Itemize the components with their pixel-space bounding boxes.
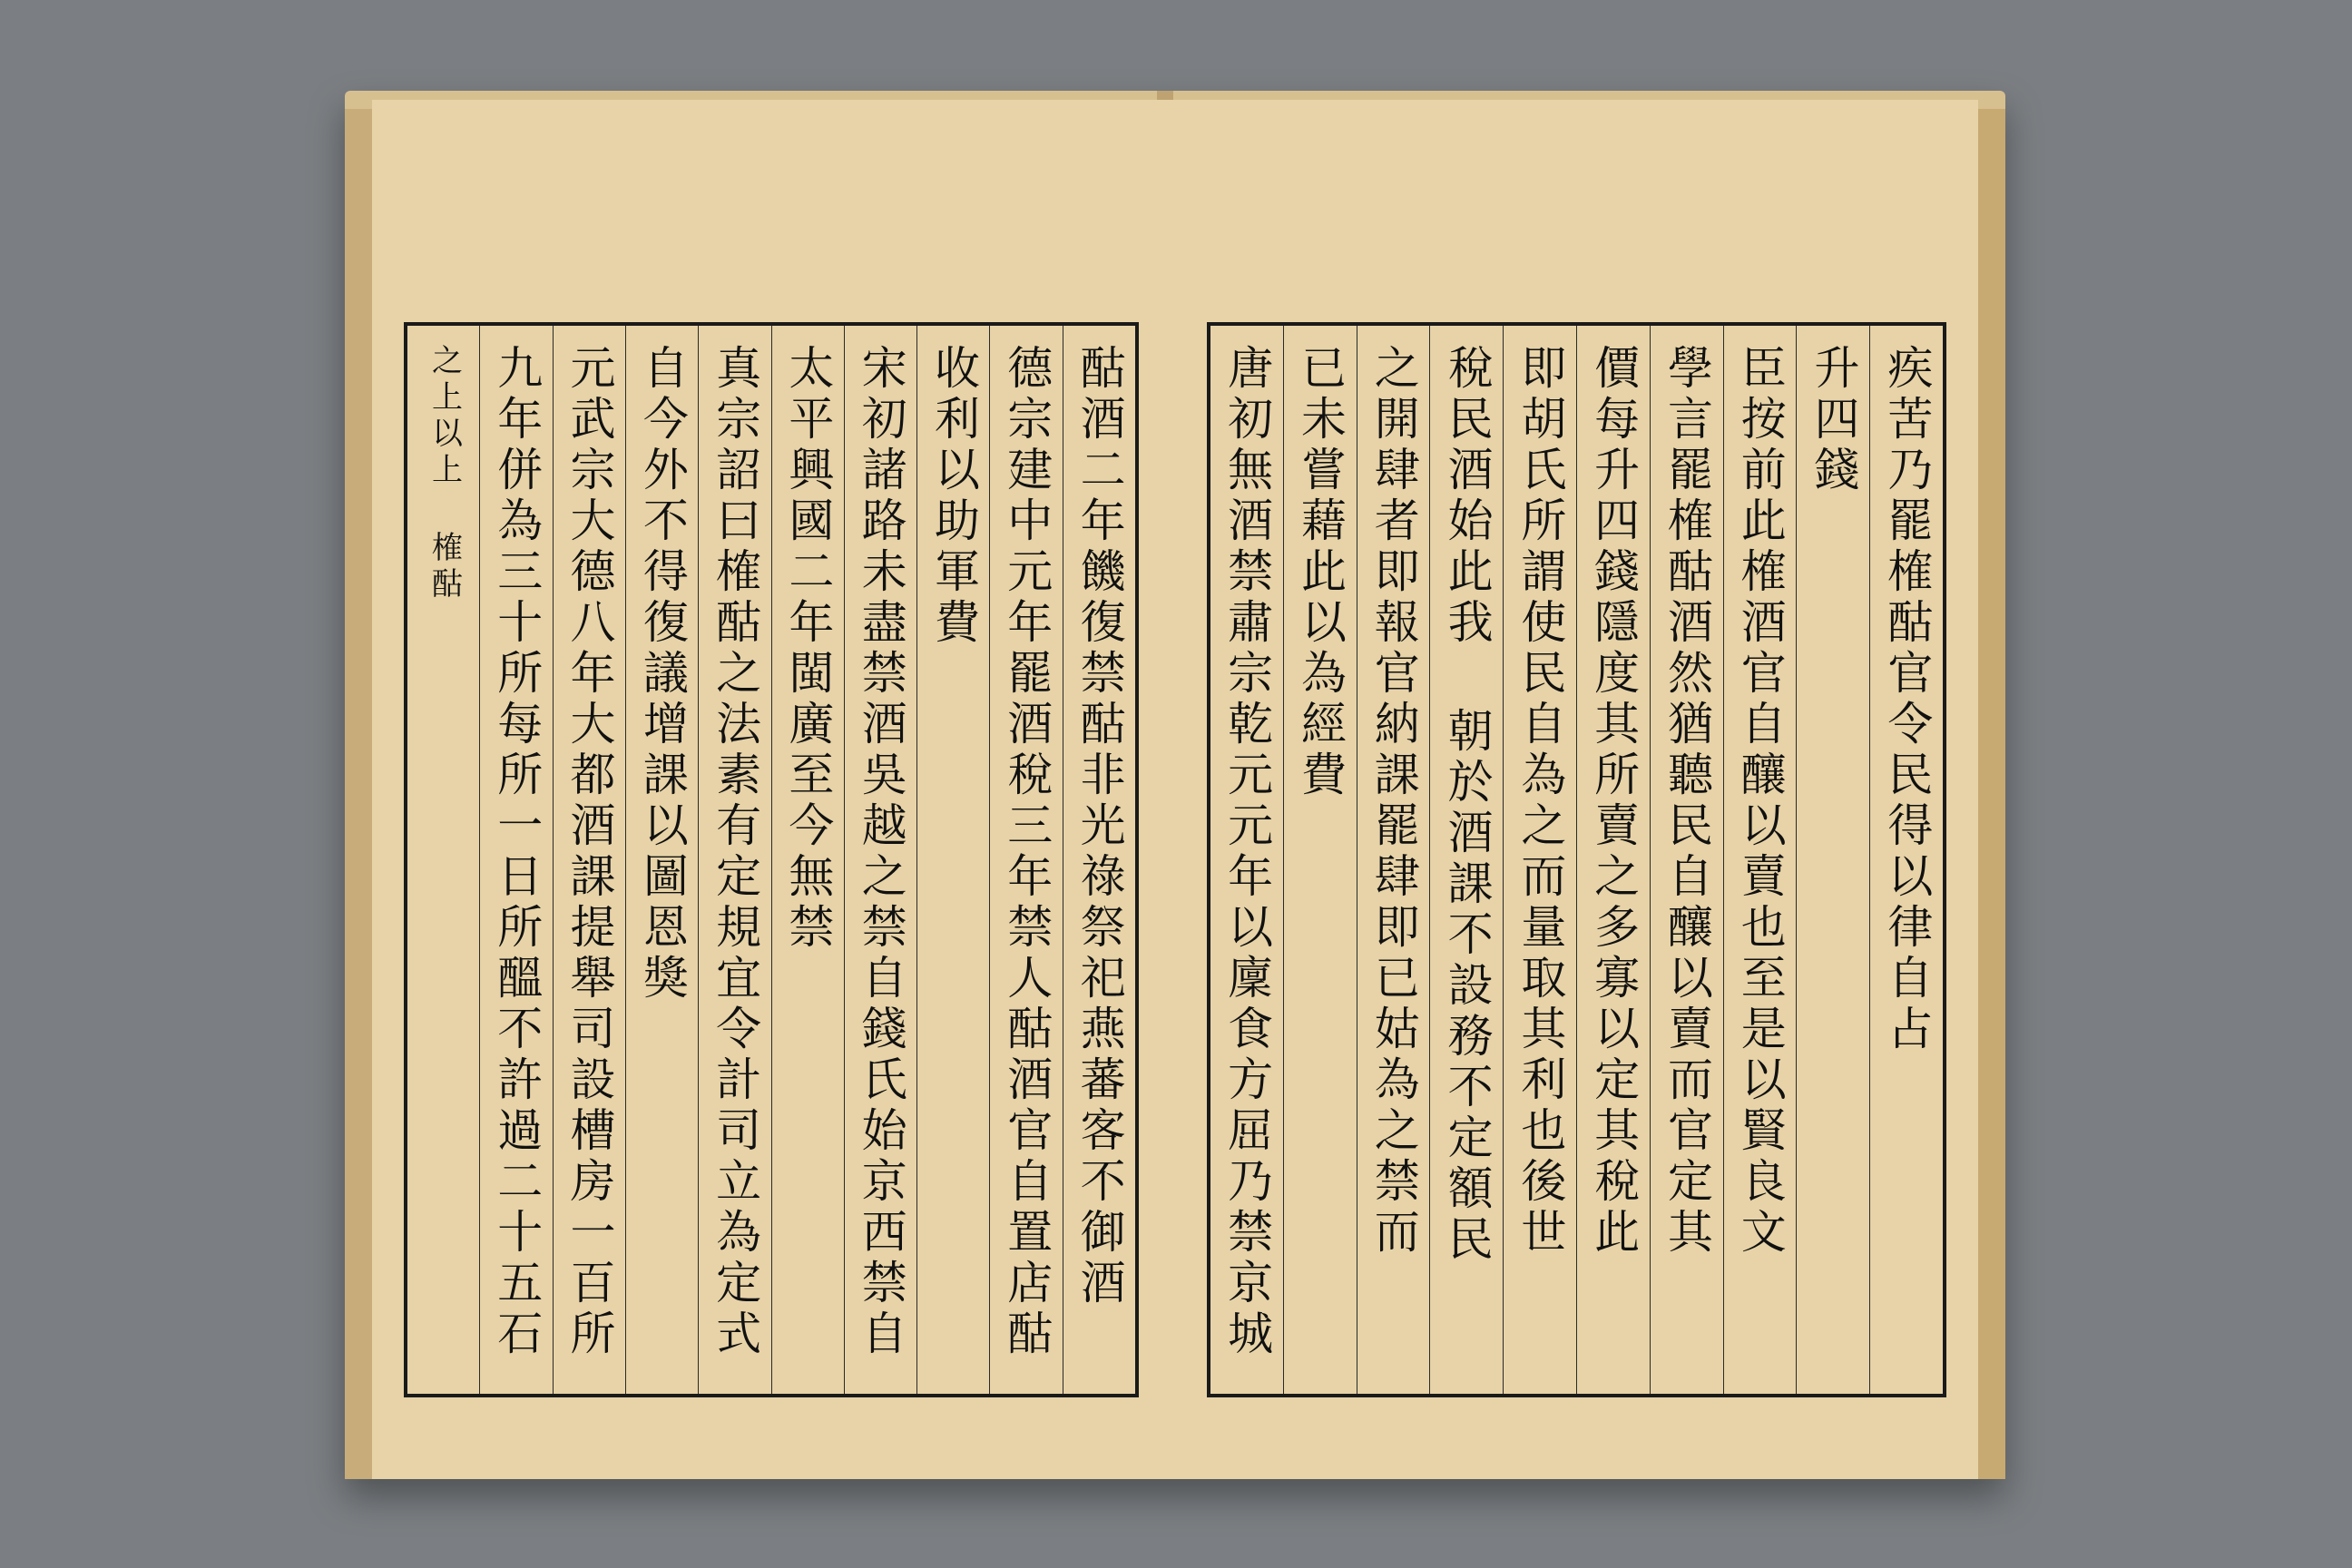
left-col-7 (625, 326, 698, 1394)
right-col-8 (1357, 326, 1430, 1394)
left-col-2-text: 德宗建中元年罷酒稅三年禁人酤酒官自置店酤 (1000, 344, 1054, 1360)
left-col-4 (844, 326, 916, 1394)
left-col-5 (771, 326, 844, 1394)
right-page (1171, 100, 1978, 1479)
right-col-7-text: 稅民酒始此我 朝於酒課不設務不定額民 (1440, 344, 1494, 1266)
right-col-10 (1210, 326, 1283, 1394)
right-col-6-text: 即胡氏所謂使民自為之而量取其利也後世 (1514, 344, 1567, 1259)
left-col-3-text: 收利以助軍費 (927, 344, 980, 649)
right-col-2-text: 升四錢 (1807, 344, 1860, 496)
open-book (345, 91, 2005, 1479)
right-col-9 (1283, 326, 1357, 1394)
right-col-2 (1796, 326, 1869, 1394)
left-col-10-text: 之上以上 榷酤 (426, 344, 463, 603)
right-col-6 (1503, 326, 1576, 1394)
right-col-4-text: 學言罷榷酤酒然猶聽民自釀以賣而官定其 (1660, 344, 1713, 1259)
left-col-10 (407, 326, 479, 1394)
left-text-frame (404, 322, 1139, 1397)
right-columns (1210, 326, 1943, 1394)
left-col-9 (479, 326, 552, 1394)
right-col-9-text: 已未嘗藉此以為經費 (1293, 344, 1347, 801)
left-col-4-text: 宋初諸路未盡禁酒吳越之禁自錢氏始京西禁自 (854, 344, 907, 1360)
left-page (372, 100, 1180, 1479)
left-columns (407, 326, 1135, 1394)
right-col-5-text: 價每升四錢隱度其所賣之多寡以定其稅此 (1587, 344, 1641, 1259)
right-col-8-text: 之開肆者即報官納課罷肆即已姑為之禁而 (1367, 344, 1420, 1259)
left-col-9-text: 九年併為三十所每所一日所醞不許過二十五石 (490, 344, 544, 1360)
left-col-3 (916, 326, 989, 1394)
left-col-6 (698, 326, 770, 1394)
right-text-frame (1207, 322, 1946, 1397)
left-col-6-text: 真宗詔曰榷酤之法素有定規宜令計司立為定式 (709, 344, 762, 1360)
right-col-3-text: 臣按前此榷酒官自釀以賣也至是以賢良文 (1733, 344, 1787, 1259)
left-col-7-text: 自今外不得復議增課以圖恩獎 (635, 344, 689, 1004)
left-col-1-text: 酤酒二年饑復禁酤非光祿祭祀燕蕃客不御酒 (1073, 344, 1126, 1309)
right-col-1-text: 疾苦乃罷榷酤官令民得以律自占 (1880, 344, 1934, 1055)
right-col-4 (1650, 326, 1723, 1394)
left-col-1 (1063, 326, 1135, 1394)
right-col-3 (1723, 326, 1797, 1394)
left-col-8 (553, 326, 625, 1394)
right-col-5 (1576, 326, 1650, 1394)
left-col-8-text: 元武宗大德八年大都酒課提舉司設槽房一百所 (563, 344, 616, 1360)
right-col-10-text: 唐初無酒禁肅宗乾元元年以廩食方屈乃禁京城 (1220, 344, 1274, 1360)
book-left-edge (345, 109, 372, 1479)
left-col-5-text: 太平興國二年閩廣至今無禁 (781, 344, 835, 954)
right-col-7 (1429, 326, 1503, 1394)
left-col-2 (989, 326, 1062, 1394)
right-col-1 (1869, 326, 1943, 1394)
